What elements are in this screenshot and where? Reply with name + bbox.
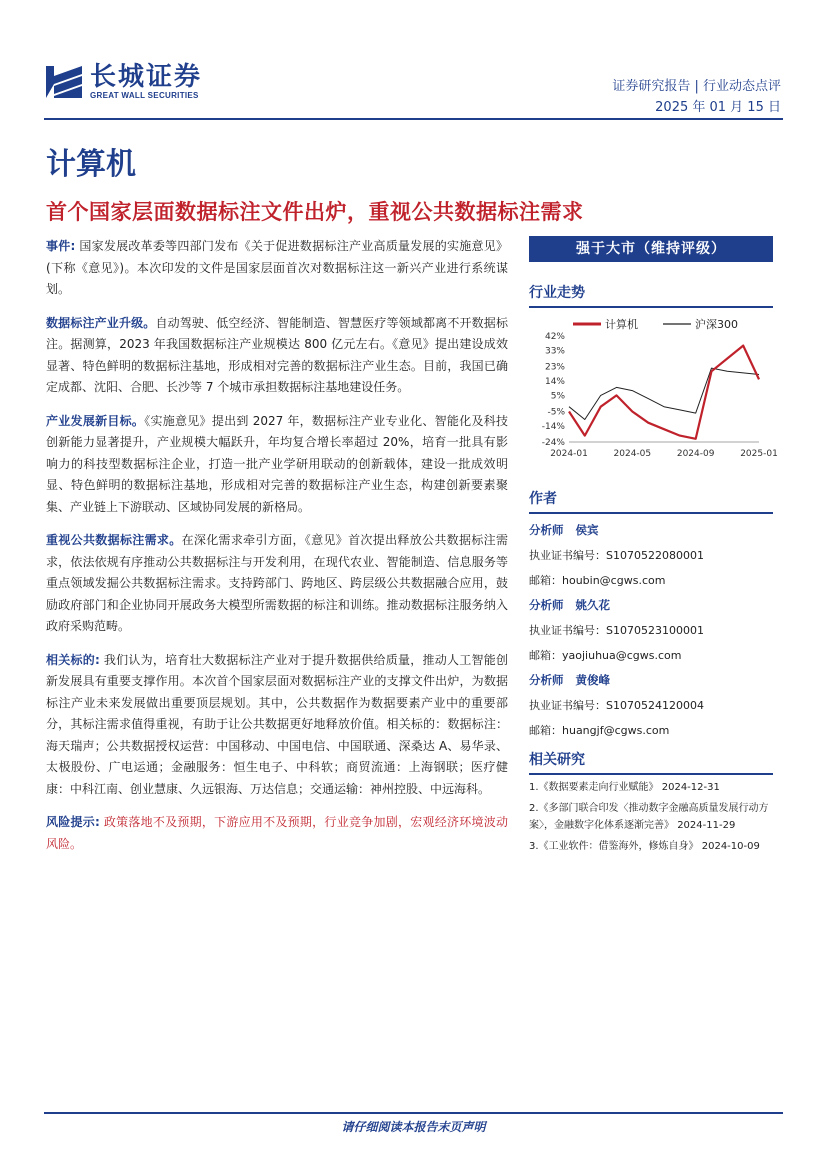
authors-section-title: 作者	[529, 488, 773, 514]
legend-label: 沪深300	[695, 318, 738, 331]
y-tick-label: 23%	[544, 362, 565, 373]
author-cert-row	[529, 543, 773, 568]
author-role: 分析师	[529, 523, 564, 537]
related-item-text: 3.《工业软件：借鉴海外，修炼自身》	[529, 841, 699, 852]
author-entry	[529, 668, 773, 743]
y-tick-label: 42%	[544, 332, 565, 342]
author-entry	[529, 593, 773, 668]
related-item[interactable]	[529, 779, 773, 796]
report-date: 2025 年 01 月 15 日	[655, 100, 781, 115]
report-headline: 首个国家层面数据标注文件出炉，重视公共数据标注需求	[46, 200, 584, 224]
author-list	[529, 518, 773, 743]
header-divider	[44, 118, 783, 120]
trend-section-title: 行业走势	[529, 282, 773, 308]
author-email-row	[529, 718, 773, 743]
rating-badge: 强于大市（维持评级）	[529, 236, 773, 262]
author-email-label: 邮箱：	[529, 724, 562, 737]
author-email[interactable]: houbin@cgws.com	[562, 574, 666, 587]
paragraph-event	[46, 236, 508, 301]
author-email-label: 邮箱：	[529, 649, 562, 662]
paragraph-lead: 事件:	[46, 239, 76, 253]
author-entry	[529, 518, 773, 593]
sector-title: 计算机	[46, 147, 136, 182]
author-name-row	[529, 518, 773, 543]
author-email-row	[529, 568, 773, 593]
main-body	[46, 236, 508, 867]
paragraph-upgrade	[46, 313, 508, 399]
y-tick-label: 33%	[544, 346, 565, 357]
related-item-text: 1.《数据要素走向行业赋能》	[529, 782, 659, 793]
y-tick-label: 14%	[544, 376, 565, 387]
author-cert-row	[529, 618, 773, 643]
paragraph-body: 《实施意见》提出到 2027 年，数据标注产业专业化、智能化及科技创新能力显著提升，产业规模大幅跃升，年均复合增长率超过 20%，培育一批具有影响力的科技型数据标注企业，打造一批产业学研用联动的创新载体，建设一批成效明显、特色鲜明的数据标注基地，形成相对完善的数据标注产业生态，构建创新要素聚集、产业链上下游联动、区域协同发展的新格局。	[46, 413, 508, 514]
author-cert-label: 执业证书编号：	[529, 549, 606, 562]
sidebar	[529, 236, 778, 859]
x-tick-label: 2024-09	[676, 449, 715, 459]
author-email[interactable]: yaojiuhua@cgws.com	[562, 649, 682, 662]
author-cert-label: 执业证书编号：	[529, 699, 606, 712]
paragraph-body: 我们认为，培育壮大数据标注产业对于提升数据供给质量，推动人工智能创新发展具有重要支撑作用。本次首个国家层面对数据标注产业的支撑文件出炉，为数据标注产业未来发展做出重要顶层规划。其中，公共数据作为数据要素产业中的重要部分，其标注需求值得重视，有助于让公共数据更好地释放价值。相关标的：数据标注：海天瑞声；公共数据授权运营：中国移动、中国电信、中国联通、深桑达 A、易华录、太极股份、广电运通；金融服务：恒生电子、中科软；商贸流通：上海钢联；医疗健康：中科江南、创业慧康、久远银海、万达信息；交通运输：神州控股、中远海科。	[46, 652, 508, 796]
paragraph-body: 政策落地不及预期，下游应用不及预期，行业竞争加剧，宏观经济环境波动风险。	[46, 815, 508, 851]
author-email-label: 邮箱：	[529, 574, 562, 587]
author-name-row	[529, 668, 773, 693]
x-tick-label: 2025-01	[740, 449, 778, 459]
trend-chart-svg	[529, 314, 778, 474]
x-tick-label: 2024-05	[613, 449, 652, 459]
paragraph-lead: 产业发展新目标。	[46, 413, 145, 428]
y-tick-label: -5%	[547, 407, 565, 418]
paragraph-body: 国家发展改革委等四部门发布《关于促进数据标注产业高质量发展的实施意见》(下称《意见》)。本次印发的文件是国家层面首次对数据标注这一新兴产业进行系统谋划。	[46, 239, 508, 296]
paragraph-body: 自动驾驶、低空经济、智能制造、智慧医疗等领域都离不开数据标注。据测算，2023 年我国数据标注产业规模达 800 亿元左右。《意见》提出建设成效显著、特色鲜明的数据标注基地，形成相对完善的数据标注产业生态。目前，我国已确定成都、沈阳、合肥、长沙等 7 个城市承担数据标注基地建设任务。	[46, 315, 508, 394]
author-name-row	[529, 593, 773, 618]
paragraph-lead: 风险提示:	[46, 815, 100, 829]
related-list	[529, 779, 773, 855]
author-name: 黄俊峰	[575, 673, 610, 687]
footer-disclaimer: 请仔细阅读本报告末页声明	[341, 1120, 486, 1134]
author-cert-row	[529, 693, 773, 718]
footer-divider	[44, 1112, 783, 1114]
related-item-date: 2024-10-09	[701, 841, 760, 852]
related-item[interactable]	[529, 838, 773, 855]
paragraph-body: 在深化需求牵引方面，《意见》首次提出释放公共数据标注需求，依法依规有序推动公共数据标注与开发利用，在现代农业、智能制造、信息服务等重点领域发掘公共数据标注需求。支持跨部门、跨地区、跨层级公共数据融合应用，鼓励政府部门和企业协同开展政务大模型所需数据的标注和训练。推动数据标注服务纳入政府采购范畴。	[46, 533, 508, 633]
series-line	[569, 346, 759, 439]
related-item-date: 2024-12-31	[661, 782, 720, 793]
logo-english-name: GREAT WALL SECURITIES	[90, 91, 199, 100]
paragraph-goals	[46, 411, 508, 519]
y-tick-label: -14%	[541, 421, 565, 432]
legend-label: 计算机	[605, 318, 638, 331]
author-role: 分析师	[529, 673, 564, 687]
paragraph-related-stocks	[46, 650, 508, 801]
author-name: 侯宾	[575, 523, 599, 537]
author-email[interactable]: huangjf@cgws.com	[562, 724, 670, 737]
author-name: 姚久花	[575, 598, 610, 612]
x-tick-label: 2024-01	[550, 449, 588, 459]
company-logo	[44, 62, 202, 102]
author-email-row	[529, 643, 773, 668]
logo-chinese-name: 长城证券	[90, 62, 203, 92]
y-tick-label: -24%	[541, 438, 565, 448]
related-item-date: 2024-11-29	[677, 820, 736, 831]
report-meta	[612, 76, 781, 118]
great-wall-logo-icon	[44, 62, 84, 102]
report-type: 证券研究报告 | 行业动态点评	[612, 79, 781, 94]
paragraph-risk	[46, 812, 508, 855]
paragraph-lead: 数据标注产业升级。	[46, 315, 156, 330]
y-tick-label: 5%	[550, 391, 565, 402]
author-cert: S1070523100001	[606, 624, 704, 637]
author-cert: S1070524120004	[606, 699, 704, 712]
paragraph-lead: 重视公共数据标注需求。	[46, 533, 182, 547]
paragraph-public-data	[46, 530, 508, 638]
author-cert: S1070522080001	[606, 549, 704, 562]
author-role: 分析师	[529, 598, 564, 612]
author-cert-label: 执业证书编号：	[529, 624, 606, 637]
related-section-title: 相关研究	[529, 749, 773, 775]
trend-chart	[529, 314, 778, 474]
paragraph-lead: 相关标的:	[46, 652, 100, 667]
related-item[interactable]	[529, 800, 773, 834]
related-item-text: 2.《多部门联合印发〈推动数字金融高质量发展行动方案〉，金融数字化体系逐渐完善》	[529, 803, 769, 831]
